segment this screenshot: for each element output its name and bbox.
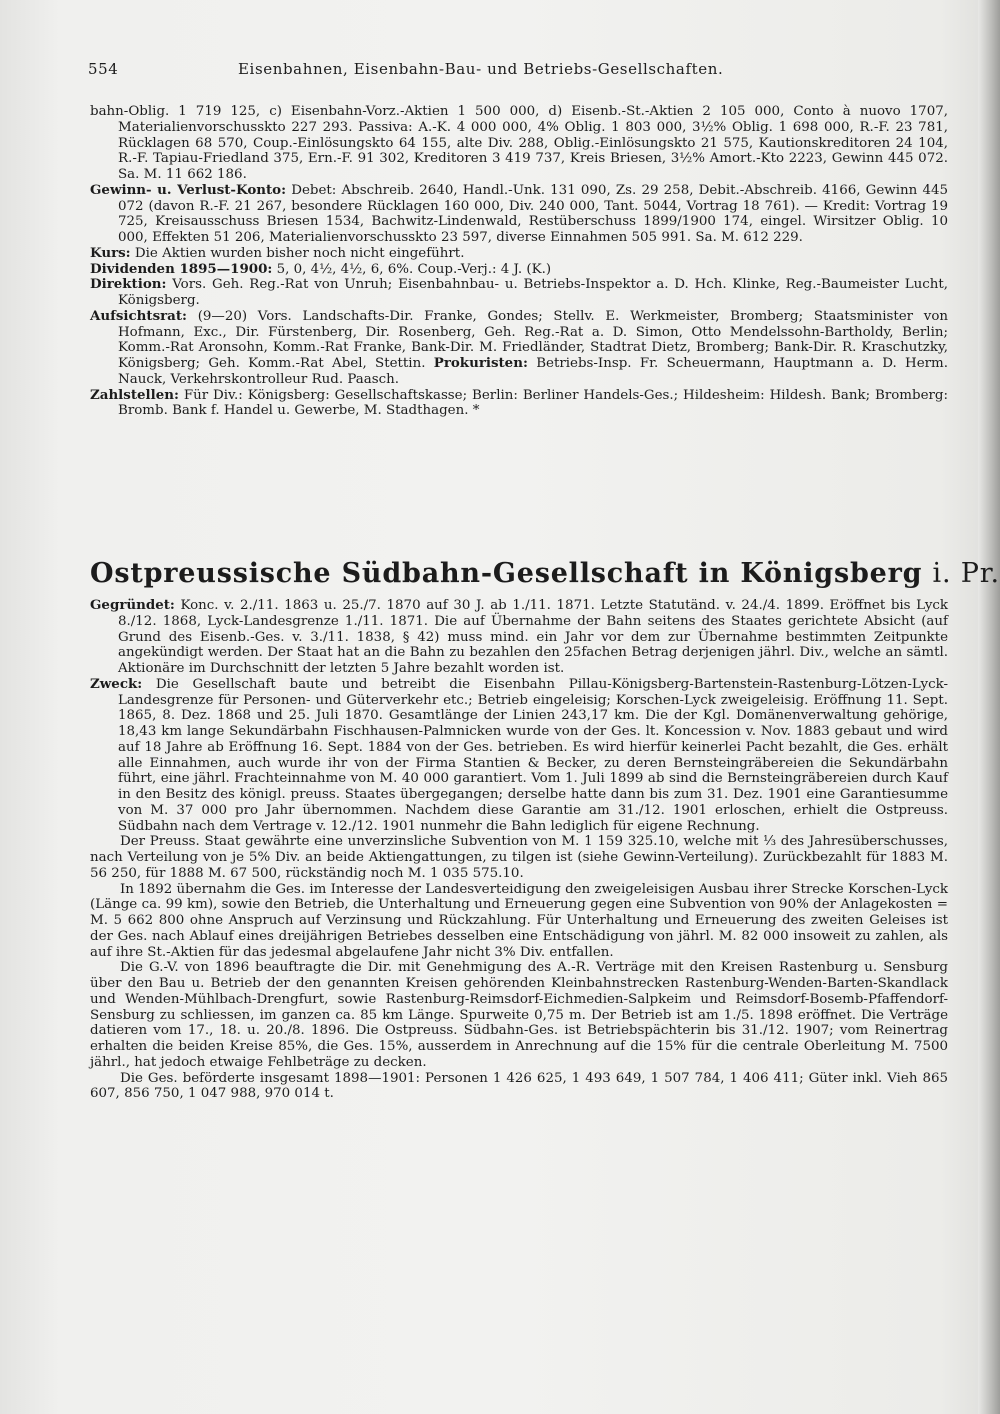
section-title xyxy=(90,556,1000,592)
gegruendet-entry xyxy=(90,598,948,677)
section-title-main: Ostpreussische Südbahn-Gesellschaft in Königsberg xyxy=(90,558,923,589)
page-number: 554 xyxy=(88,60,119,78)
kurs-entry xyxy=(90,246,948,262)
running-header xyxy=(88,60,948,84)
gegruendet-text: Konc. v. 2./11. 1863 u. 25./7. 1870 auf 30 J. ab 1./11. 1871. Letzte Statutänd. v. 24./4. 1899. Eröffnet bis Lyck 8./12. 1868, Lyck-Landesgrenze 1./11. 1871. Die auf Übernahme der Bahn seitens des Staates gerichtete Absicht (auf Grund des Eisenb.-Ges. v. 3./11. 1838, § 42) muss mind. ein Jahr vor dem zur Übernahme bestimmten Zeitpunkte angekündigt werden. Der Staat hat an die Bahn zu bezahlen den 25fachen Betrag derjenigen jährl. Div., welche an sämtl. Aktionäre im Durchschnitt der letzten 5 Jahre bezahlt worden ist. xyxy=(118,598,948,676)
company-entry xyxy=(90,598,948,1102)
direktion-label: Direktion: xyxy=(90,276,167,293)
kleinbahn-paragraph: Die G.-V. von 1896 beauftragte die Dir. mit Genehmigung des A.-R. Verträge mit den Kreisen Rastenburg u. Sensburg über den Bau u. Betrieb der den genannten Kreisen gehörenden Kleinbahnstrecken Rastenburg-Wenden-Barten-Skandlack und Wenden-Mühlbach-Drengfurt, sowie Rastenburg-Reimsdorf-Eichmedien-Salpkeim und Reimsdorf-Bosemb-Pfaffendorf-Sensburg zu schliessen, im ganzen ca. 85 km Länge. Spurweite 0,75 m. Der Betrieb ist am 1./5. 1898 eröffnet. Die Verträge datieren vom 17., 18. u. 20./8. 1896. Die Ostpreuss. Südbahn-Ges. ist Betriebspächterin bis 31./12. 1907; vom Reinertrag erhalten die beiden Kreise 85%, die Ges. 15%, ausserdem in Anrechnung auf die 15% für die centrale Oberleitung M. 7500 jährl., hat jedoch etwaige Fehlbeträge zu decken. xyxy=(90,960,948,1070)
zweck-entry xyxy=(90,677,948,835)
gewinn-verlust-label: Gewinn- u. Verlust-Konto: xyxy=(90,181,287,198)
gegruendet-label: Gegründet: xyxy=(90,597,175,613)
direktion-entry xyxy=(90,277,948,309)
zweck-text: Die Gesellschaft baute und betreibt die Eisenbahn Pillau-Königsberg-Bartenstein-Rastenburg-Lötzen-Lyck-Landesgrenze für Personen- und Güterverkehr etc.; Betrieb eingeleisig; Korschen-Lyck zweigeleisig. Eröffnung 11. Sept. 1865, 8. Dez. 1868 und 25. Juli 1870. Gesamtlänge der Linien 243,17 km. Die der Kgl. Domänenverwaltung gehörige, 18,43 km lange Sekundärbahn Fischhausen-Palmnicken wurde von der Ges. lt. Koncession v. Nov. 1883 gebaut und wird auf 18 Jahre ab Eröffnung 16. Sept. 1884 von der Ges. betrieben. Es wird hierfür keinerlei Pacht bezahlt, die Ges. erhält alle Einnahmen, auch wurde ihr von der Firma Stantien & Becker, zu deren Bernsteingräbereien die Sekundärbahn führt, eine jährl. Frachteinnahme von M. 40 000 garantiert. Vom 1. Juli 1899 ab sind die Bernsteingräbereien durch Kauf in den Besitz des königl. preuss. Staates übergegangen; derselbe hatte dann bis zum 31. Dez. 1901 eine Garantiesumme von M. 37 000 pro Jahr übernommen. Nachdem diese Garantie am 31./12. 1901 erloschen, erhielt die Ostpreuss. Südbahn nach dem Vertrage v. 12./12. 1901 nunmehr die Bahn lediglich für eigene Rechnung. xyxy=(118,676,948,834)
zweck-label: Zweck: xyxy=(90,675,143,692)
dividenden-text: 5, 0, 4½, 4½, 6, 6%. Coup.-Verj.: 4 J. (K.) xyxy=(276,261,552,277)
subvention-paragraph: Der Preuss. Staat gewährte eine unverzinsliche Subvention von M. 1 159 325.10, welche mit ⅓ des Jahresüberschusses, nach Verteilung von je 5% Div. an beide Aktiengattungen, zu tilgen ist (siehe Gewinn-Verteilung). Zurückbezahlt für 1883 M. 56 250, für 1888 M. 67 500, rückständig noch M. 1 035 575.10. xyxy=(90,834,948,881)
running-title: Eisenbahnen, Eisenbahn-Bau- und Betriebs-Gesellschaften. xyxy=(238,60,724,78)
prokuristen-label: Prokuristen: xyxy=(433,355,528,371)
zahlstellen-entry xyxy=(90,388,948,420)
opening-text: bahn-Oblig. 1 719 125, c) Eisenbahn-Vorz.-Aktien 1 500 000, d) Eisenb.-St.-Aktien 2 105 000, Conto à nuovo 1707, Materialienvorschusskto 227 293. xyxy=(90,104,948,135)
befoerderung-paragraph: Die Ges. beförderte insgesamt 1898—1901: Personen 1 426 625, 1 493 649, 1 507 784, 1 406 411; Güter inkl. Vieh 865 607, 856 750, 1 047 988, 970 014 t. xyxy=(90,1070,948,1102)
prokuristen-text: Betriebs-Insp. Fr. Scheuermann, Hauptmann a. D. Herm. Nauck, Verkehrskontrolleur Rud. Paasch. xyxy=(118,356,948,387)
zahlstellen-text: Für Div.: Königsberg: Gesellschaftskasse; Berlin: Berliner Handels-Ges.; Hildesheim: Hildesh. Bank; Bromberg: Bromb. Bank f. Handel u. Gewerbe, M. Stadthagen. * xyxy=(118,387,948,419)
page-edge xyxy=(978,0,1000,1414)
direktion-text: Vors. Geh. Reg.-Rat von Unruh; Eisenbahnbau- u. Betriebs-Inspektor a. D. Hch. Klinke, Reg.-Baumeister Lucht, Königsberg. xyxy=(118,277,948,308)
passiva-text: A.-K. 4 000 000, 4% Oblig. 1 803 000, 3½% Oblig. 1 698 000, R.-F. 23 781, Rücklagen 68 570, Coup.-Einlösungskto 64 155, alte Div. 288, Oblig.-Einlösungskto 21 575, Kautionskreditoren 24 104, R.-F. Tapiau-Friedland 375, Ern.-F. 91 302, Kreditoren 3 419 737, Kreis Briesen, 3½% Amort.-Kto 2223, Gewinn 445 072. Sa. M. 11 662 186. xyxy=(118,119,949,182)
previous-entry-continuation xyxy=(90,104,948,419)
dividenden-label: Dividenden 1895—1900: xyxy=(90,260,273,277)
section-title-suffix: i. Pr. xyxy=(932,558,1000,589)
passiva-label: Passiva: xyxy=(358,119,413,135)
kurs-text: Die Aktien wurden bisher noch nicht eingeführt. xyxy=(134,245,465,261)
kurs-label: Kurs: xyxy=(90,244,131,261)
aufsichtsrat-text: (9—20) Vors. Landschafts-Dir. Franke, Gondes; Stellv. E. Werkmeister, Bromberg; Staatsminister von Hofmann, Exc., Dir. Fürstenberg, Dir. Rosenberg, Geh. Reg.-Rat a. D. Simon, Otto Mendelssohn-Bartholdy, Berlin; Komm.-Rat Aronsohn, Komm.-Rat Franke, Bank-Dir. M. Friedländer, Stadtrat Dietz, Bromberg; Bank-Dir. R. Kraschutzky, Königsberg; Geh. Komm.-Rat Abel, Stettin. xyxy=(118,308,949,371)
opening-paragraph xyxy=(90,104,948,183)
dividenden-entry xyxy=(90,262,948,278)
ausbau-paragraph: In 1892 übernahm die Ges. im Interesse der Landesverteidigung den zweigeleisigen Ausbau ihrer Strecke Korschen-Lyck (Länge ca. 99 km), sowie den Betrieb, die Unterhaltung und Erneuerung gegen eine Subvention von 90% der Anlagekosten = M. 5 662 800 ohne Anspruch auf Verzinsung und Rückzahlung. Für Unterhaltung und Erneuerung des zweiten Geleises ist der Ges. nach Ablauf eines dreijährigen Betriebes desselben eine Entschädigung von jährl. M. 82 000 insoweit zu zahlen, als auf ihre St.-Aktien für das jedesmal abgelaufene Jahr nicht 3% Div. entfallen. xyxy=(90,881,948,960)
aufsichtsrat-label: Aufsichtsrat: xyxy=(90,307,187,324)
gewinn-verlust-entry xyxy=(90,183,948,246)
aufsichtsrat-entry xyxy=(90,309,948,388)
zahlstellen-label: Zahlstellen: xyxy=(90,386,179,403)
gewinn-verlust-text: Debet: Abschreib. 2640, Handl.-Unk. 131 090, Zs. 29 258, Debit.-Abschreib. 4166, Gewinn 445 072 (davon R.-F. 21 267, besondere Rücklagen 160 000, Div. 240 000, Tant. 5044, Vortrag 18 761). — Kredit: Vortrag 19 725, Kreisausschuss Briesen 1534, Bachwitz-Lindenwald, Restüberschuss 1899/1900 174, eingel. Wirsitzer Oblig. 10 000, Effekten 51 206, Materialienvorschusskto 23 597, diverse Einnahmen 505 991. Sa. M. 612 229. xyxy=(118,182,949,245)
